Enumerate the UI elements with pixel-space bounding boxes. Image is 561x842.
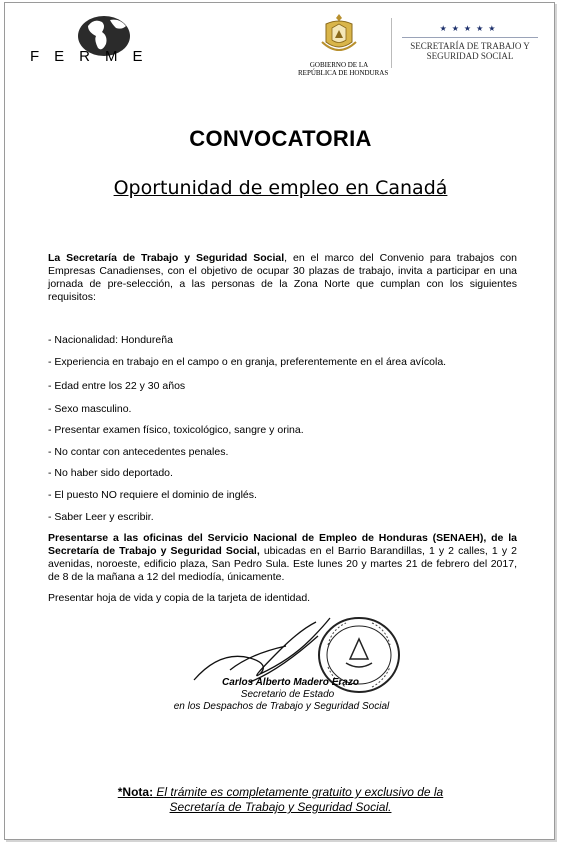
government-logo bbox=[298, 12, 389, 77]
documents-line: Presentar hoja de vida y copia de la tarjeta de identidad. bbox=[48, 592, 311, 604]
requirement-item: - Presentar examen físico, toxicológico, sangre y orina. bbox=[48, 424, 304, 436]
signatory-title: Secretario de Estado bbox=[240, 689, 335, 700]
requirement-item: - No haber sido deportado. bbox=[48, 467, 173, 479]
requirement-item: - No contar con antecedentes penales. bbox=[48, 446, 229, 458]
requirement-item: - El puesto NO requiere el dominio de inglés. bbox=[48, 489, 257, 501]
ferme-wordmark: FERME bbox=[30, 48, 158, 65]
note-line1: El trámite es completamente gratuito y exclusivo de la bbox=[153, 785, 444, 799]
requirement-item: - Saber Leer y escribir. bbox=[48, 511, 154, 523]
stars-icon: ★★★★★ bbox=[439, 24, 501, 33]
page-title: CONVOCATORIA bbox=[189, 126, 372, 151]
signatory-department: en los Despachos de Trabajo y Seguridad Social bbox=[173, 701, 390, 712]
ministry-logo bbox=[400, 24, 540, 61]
ministry-logo-rule bbox=[402, 37, 538, 38]
closing-text: ubicadas en el Barrio Barandillas, 1 y 2 calles, 1 y 2 avenidas, noroeste, edificio plaza, San Pedro Sula. Este lunes 20 y martes 21 de febrero del 2017, de 8 de la mañana a 12 del mediodía, únicamente. bbox=[48, 545, 517, 583]
note-line2: Secretaría de Trabajo y Seguridad Social. bbox=[169, 800, 392, 814]
requirement-item: - Nacionalidad: Hondureña bbox=[48, 334, 173, 346]
closing-paragraph bbox=[48, 532, 517, 584]
intro-text: , en el marco del Convenio para trabajos con Empresas Canadienses, con el objetivo de ocupar 30 plazas de trabajo, invita a participar en una jornada de pre-selección, a las personas de la Zona Norte que cumplan con los siguientes requisitos: bbox=[48, 252, 517, 303]
requirement-item: - Sexo masculino. bbox=[48, 403, 132, 415]
header-divider bbox=[391, 18, 392, 68]
page-subtitle: Oportunidad de empleo en Canadá bbox=[113, 177, 448, 199]
intro-lead: La Secretaría de Trabajo y Seguridad Social bbox=[48, 252, 285, 264]
requirement-item: - Experiencia en trabajo en el campo o en granja, preferentemente en el área avícola. bbox=[48, 356, 447, 368]
signatory-name: Carlos Alberto Madero Erazo bbox=[222, 677, 359, 688]
ministry-logo-line1: SECRETARÍA DE TRABAJO Y bbox=[410, 41, 530, 51]
requirement-item: - Edad entre los 22 y 30 años bbox=[48, 380, 186, 392]
footer-note bbox=[0, 785, 561, 815]
government-logo-line1: GOBIERNO DE LA bbox=[309, 61, 369, 69]
coat-of-arms-icon bbox=[316, 12, 362, 56]
ferme-logo bbox=[30, 10, 160, 70]
intro-paragraph bbox=[48, 252, 517, 304]
ministry-logo-line2: SEGURIDAD SOCIAL bbox=[426, 51, 514, 61]
note-label: *Nota: bbox=[117, 785, 154, 799]
government-logo-line2: REPÚBLICA DE HONDURAS bbox=[298, 69, 389, 77]
closing-lead: Presentarse a las oficinas del Servicio Nacional de Empleo de Honduras (SENAEH), de la Secretaría de Trabajo y Seguridad Social, bbox=[48, 532, 517, 557]
